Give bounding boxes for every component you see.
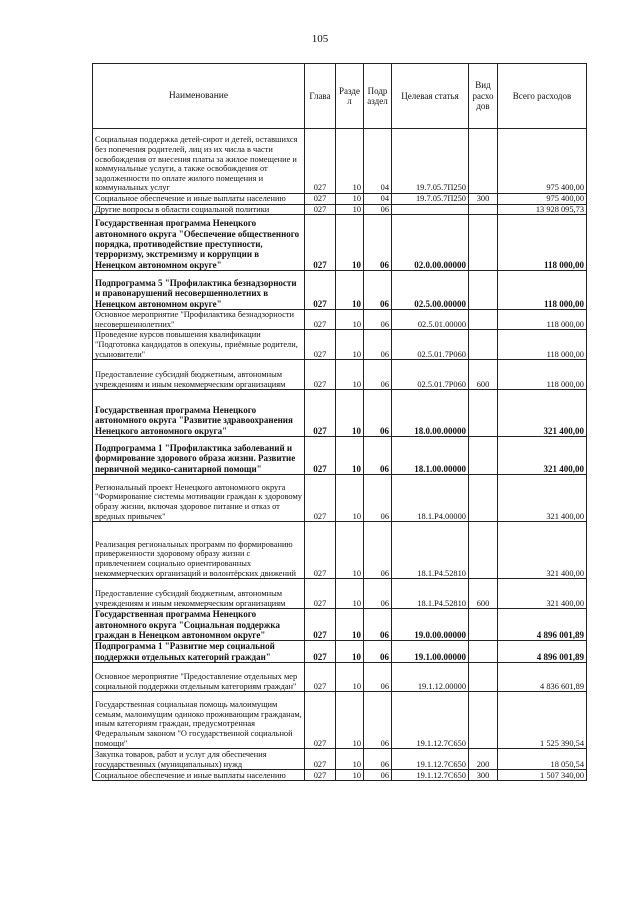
row-total: 1 507 340,00	[498, 770, 587, 781]
row-name: Предоставление субсидий бюджетным, автономным учреждениям и иным некоммерческим организациям	[93, 360, 305, 390]
row-chapter: 027	[305, 749, 336, 770]
row-chapter: 027	[305, 663, 336, 692]
table-row	[93, 641, 587, 663]
table-row	[93, 579, 587, 609]
row-expense-type: 600	[469, 360, 498, 390]
row-chapter: 027	[305, 522, 336, 579]
table-row	[93, 360, 587, 390]
row-section: 10	[336, 215, 364, 271]
row-target-article: 19.1.12.00000	[392, 663, 469, 692]
row-name: Основное мероприятие "Профилактика безнадзорности несовершеннолетних"	[93, 310, 305, 330]
row-section: 10	[336, 194, 364, 205]
table-row	[93, 204, 587, 215]
row-name: Реализация региональных программ по формированию приверженности здоровому образу жизни с привлечением социально ориентированных некоммерческих организаций и волонтёрских движений	[93, 522, 305, 579]
table-row	[93, 475, 587, 522]
row-section: 10	[336, 522, 364, 579]
row-chapter: 027	[305, 271, 336, 310]
row-subsection: 06	[364, 475, 392, 522]
row-name: Проведение курсов повышения квалификации "Подготовка кандидатов в опекуны, приёмные родители, усыновители"	[93, 330, 305, 360]
row-target-article: 19.1.12.7С650	[392, 692, 469, 749]
row-name: Государственная программа Ненецкого автономного округа "Развитие здравоохранения Ненецкого автономного округа"	[93, 390, 305, 437]
row-expense-type	[469, 215, 498, 271]
table-row	[93, 770, 587, 781]
row-chapter: 027	[305, 692, 336, 749]
row-section: 10	[336, 271, 364, 310]
row-subsection: 06	[364, 641, 392, 663]
row-subsection: 06	[364, 271, 392, 310]
row-target-article: 19.7.05.7П250	[392, 194, 469, 205]
header-total-expenses: Всего расходов	[498, 64, 587, 129]
row-expense-type: 300	[469, 770, 498, 781]
row-total: 118 000,00	[498, 310, 587, 330]
row-expense-type	[469, 475, 498, 522]
row-total: 118 000,00	[498, 330, 587, 360]
row-chapter: 027	[305, 129, 336, 194]
row-chapter: 027	[305, 194, 336, 205]
table-row	[93, 663, 587, 692]
row-expense-type: 300	[469, 194, 498, 205]
row-expense-type	[469, 204, 498, 215]
row-name: Социальная поддержка детей-сирот и детей, оставшихся без попечения родителей, лиц из их числа в части освобождения от внесения платы за жилое помещение и коммунальные услуги, а также освобождения от задолженности по оплате жилого помещения и коммунальных услуг	[93, 129, 305, 194]
row-chapter: 027	[305, 330, 336, 360]
row-section: 10	[336, 390, 364, 437]
row-subsection: 06	[364, 770, 392, 781]
row-total: 118 000,00	[498, 215, 587, 271]
header-chapter: Глава	[305, 64, 336, 129]
table-row	[93, 194, 587, 205]
row-subsection: 06	[364, 522, 392, 579]
row-chapter: 027	[305, 475, 336, 522]
row-section: 10	[336, 663, 364, 692]
row-expense-type	[469, 609, 498, 641]
row-section: 10	[336, 609, 364, 641]
row-expense-type	[469, 330, 498, 360]
row-total: 4 896 001,89	[498, 641, 587, 663]
row-chapter: 027	[305, 215, 336, 271]
row-target-article: 18.1.00.00000	[392, 437, 469, 475]
row-expense-type	[469, 310, 498, 330]
row-expense-type	[469, 390, 498, 437]
row-section: 10	[336, 692, 364, 749]
row-name: Государственная программа Ненецкого автономного округа "Обеспечение общественного порядка, противодействие преступности, терроризму, экстремизму и коррупции в Ненецком автономном округе"	[93, 215, 305, 271]
row-subsection: 06	[364, 204, 392, 215]
row-chapter: 027	[305, 360, 336, 390]
row-subsection: 04	[364, 129, 392, 194]
row-chapter: 027	[305, 204, 336, 215]
row-name: Государственная социальная помощь малоимущим семьям, малоимущим одиноко проживающим гражданам, иным категориям граждан, предусмотренная Федеральным законом "О государственной социальной помощи"	[93, 692, 305, 749]
row-section: 10	[336, 770, 364, 781]
table-row	[93, 271, 587, 310]
row-name: Подпрограмма 1 "Профилактика заболеваний и формирование здорового образа жизни. Развитие первичной медико-санитарной помощи"	[93, 437, 305, 475]
row-total: 118 000,00	[498, 271, 587, 310]
row-target-article	[392, 204, 469, 215]
row-subsection: 06	[364, 749, 392, 770]
row-name: Подпрограмма 5 "Профилактика безнадзорности и правонарушений несовершеннолетних в Ненецком автономном округе"	[93, 271, 305, 310]
row-target-article: 02.5.00.00000	[392, 271, 469, 310]
budget-table	[92, 63, 587, 781]
row-total: 975 400,00	[498, 129, 587, 194]
row-section: 10	[336, 204, 364, 215]
row-target-article: 19.1.12.7С650	[392, 749, 469, 770]
row-target-article: 18.0.00.00000	[392, 390, 469, 437]
row-chapter: 027	[305, 437, 336, 475]
table-row	[93, 390, 587, 437]
row-total: 321 400,00	[498, 522, 587, 579]
row-subsection: 06	[364, 437, 392, 475]
row-target-article: 02.5.01.7Р060	[392, 330, 469, 360]
row-name: Другие вопросы в области социальной политики	[93, 204, 305, 215]
row-target-article: 18.1.Р4.52810	[392, 522, 469, 579]
row-expense-type: 600	[469, 579, 498, 609]
row-section: 10	[336, 129, 364, 194]
row-total: 975 400,00	[498, 194, 587, 205]
row-subsection: 06	[364, 215, 392, 271]
row-chapter: 027	[305, 770, 336, 781]
row-total: 321 400,00	[498, 437, 587, 475]
header-target-article: Целевая статья	[392, 64, 469, 129]
row-name: Социальное обеспечение и иные выплаты населению	[93, 194, 305, 205]
row-subsection: 06	[364, 330, 392, 360]
row-target-article: 02.0.00.00000	[392, 215, 469, 271]
table-row	[93, 692, 587, 749]
row-total: 18 050,54	[498, 749, 587, 770]
row-total: 1 525 390,54	[498, 692, 587, 749]
row-name: Государственная программа Ненецкого автономного округа "Социальная поддержка граждан в Ненецком автономном округе"	[93, 609, 305, 641]
table-row	[93, 129, 587, 194]
table-row	[93, 522, 587, 579]
row-subsection: 06	[364, 663, 392, 692]
row-total: 118 000,00	[498, 360, 587, 390]
row-chapter: 027	[305, 609, 336, 641]
row-chapter: 027	[305, 579, 336, 609]
row-expense-type	[469, 437, 498, 475]
row-section: 10	[336, 641, 364, 663]
row-subsection: 06	[364, 390, 392, 437]
row-target-article: 02.5.01.7Р060	[392, 360, 469, 390]
row-chapter: 027	[305, 641, 336, 663]
row-subsection: 04	[364, 194, 392, 205]
row-total: 13 928 095,73	[498, 204, 587, 215]
row-expense-type	[469, 663, 498, 692]
row-total: 4 836 601,89	[498, 663, 587, 692]
table-header-row	[93, 64, 587, 129]
row-name: Подпрограмма 1 "Развитие мер социальной поддержки отдельных категорий граждан"	[93, 641, 305, 663]
table-row	[93, 609, 587, 641]
table-row	[93, 330, 587, 360]
row-target-article: 19.7.05.7П250	[392, 129, 469, 194]
row-expense-type: 200	[469, 749, 498, 770]
row-section: 10	[336, 579, 364, 609]
row-subsection: 06	[364, 609, 392, 641]
table-row	[93, 749, 587, 770]
row-subsection: 06	[364, 310, 392, 330]
row-total: 321 400,00	[498, 390, 587, 437]
header-subsection: Подр аздел	[364, 64, 392, 129]
row-target-article: 19.1.12.7С650	[392, 770, 469, 781]
row-target-article: 02.5.01.00000	[392, 310, 469, 330]
row-subsection: 06	[364, 360, 392, 390]
row-name: Закупка товаров, работ и услуг для обеспечения государственных (муниципальных) нужд	[93, 749, 305, 770]
row-section: 10	[336, 360, 364, 390]
row-target-article: 19.0.00.00000	[392, 609, 469, 641]
row-subsection: 06	[364, 692, 392, 749]
row-total: 4 896 001,89	[498, 609, 587, 641]
row-section: 10	[336, 437, 364, 475]
row-expense-type	[469, 129, 498, 194]
header-expense-type: Вид расхо дов	[469, 64, 498, 129]
row-section: 10	[336, 475, 364, 522]
table-row	[93, 310, 587, 330]
header-name: Наименование	[93, 64, 305, 129]
row-section: 10	[336, 310, 364, 330]
row-expense-type	[469, 692, 498, 749]
row-name: Региональный проект Ненецкого автономного округа "Формирование системы мотивации граждан к здоровому образу жизни, включая здоровое питание и отказ от вредных привычек"	[93, 475, 305, 522]
table-row	[93, 215, 587, 271]
row-expense-type	[469, 522, 498, 579]
row-chapter: 027	[305, 390, 336, 437]
row-name: Социальное обеспечение и иные выплаты населению	[93, 770, 305, 781]
row-total: 321 400,00	[498, 475, 587, 522]
header-section: Разде л	[336, 64, 364, 129]
row-expense-type	[469, 271, 498, 310]
row-total: 321 400,00	[498, 579, 587, 609]
row-subsection: 06	[364, 579, 392, 609]
row-name: Предоставление субсидий бюджетным, автономным учреждениям и иным некоммерческим организациям	[93, 579, 305, 609]
row-target-article: 19.1.00.00000	[392, 641, 469, 663]
row-chapter: 027	[305, 310, 336, 330]
row-target-article: 18.1.Р4.00000	[392, 475, 469, 522]
row-expense-type	[469, 641, 498, 663]
page-number: 105	[311, 33, 329, 45]
row-section: 10	[336, 330, 364, 360]
row-section: 10	[336, 749, 364, 770]
table-row	[93, 437, 587, 475]
row-name: Основное мероприятие "Предоставление отдельных мер социальной поддержки отдельным категориям граждан"	[93, 663, 305, 692]
row-target-article: 18.1.Р4.52810	[392, 579, 469, 609]
